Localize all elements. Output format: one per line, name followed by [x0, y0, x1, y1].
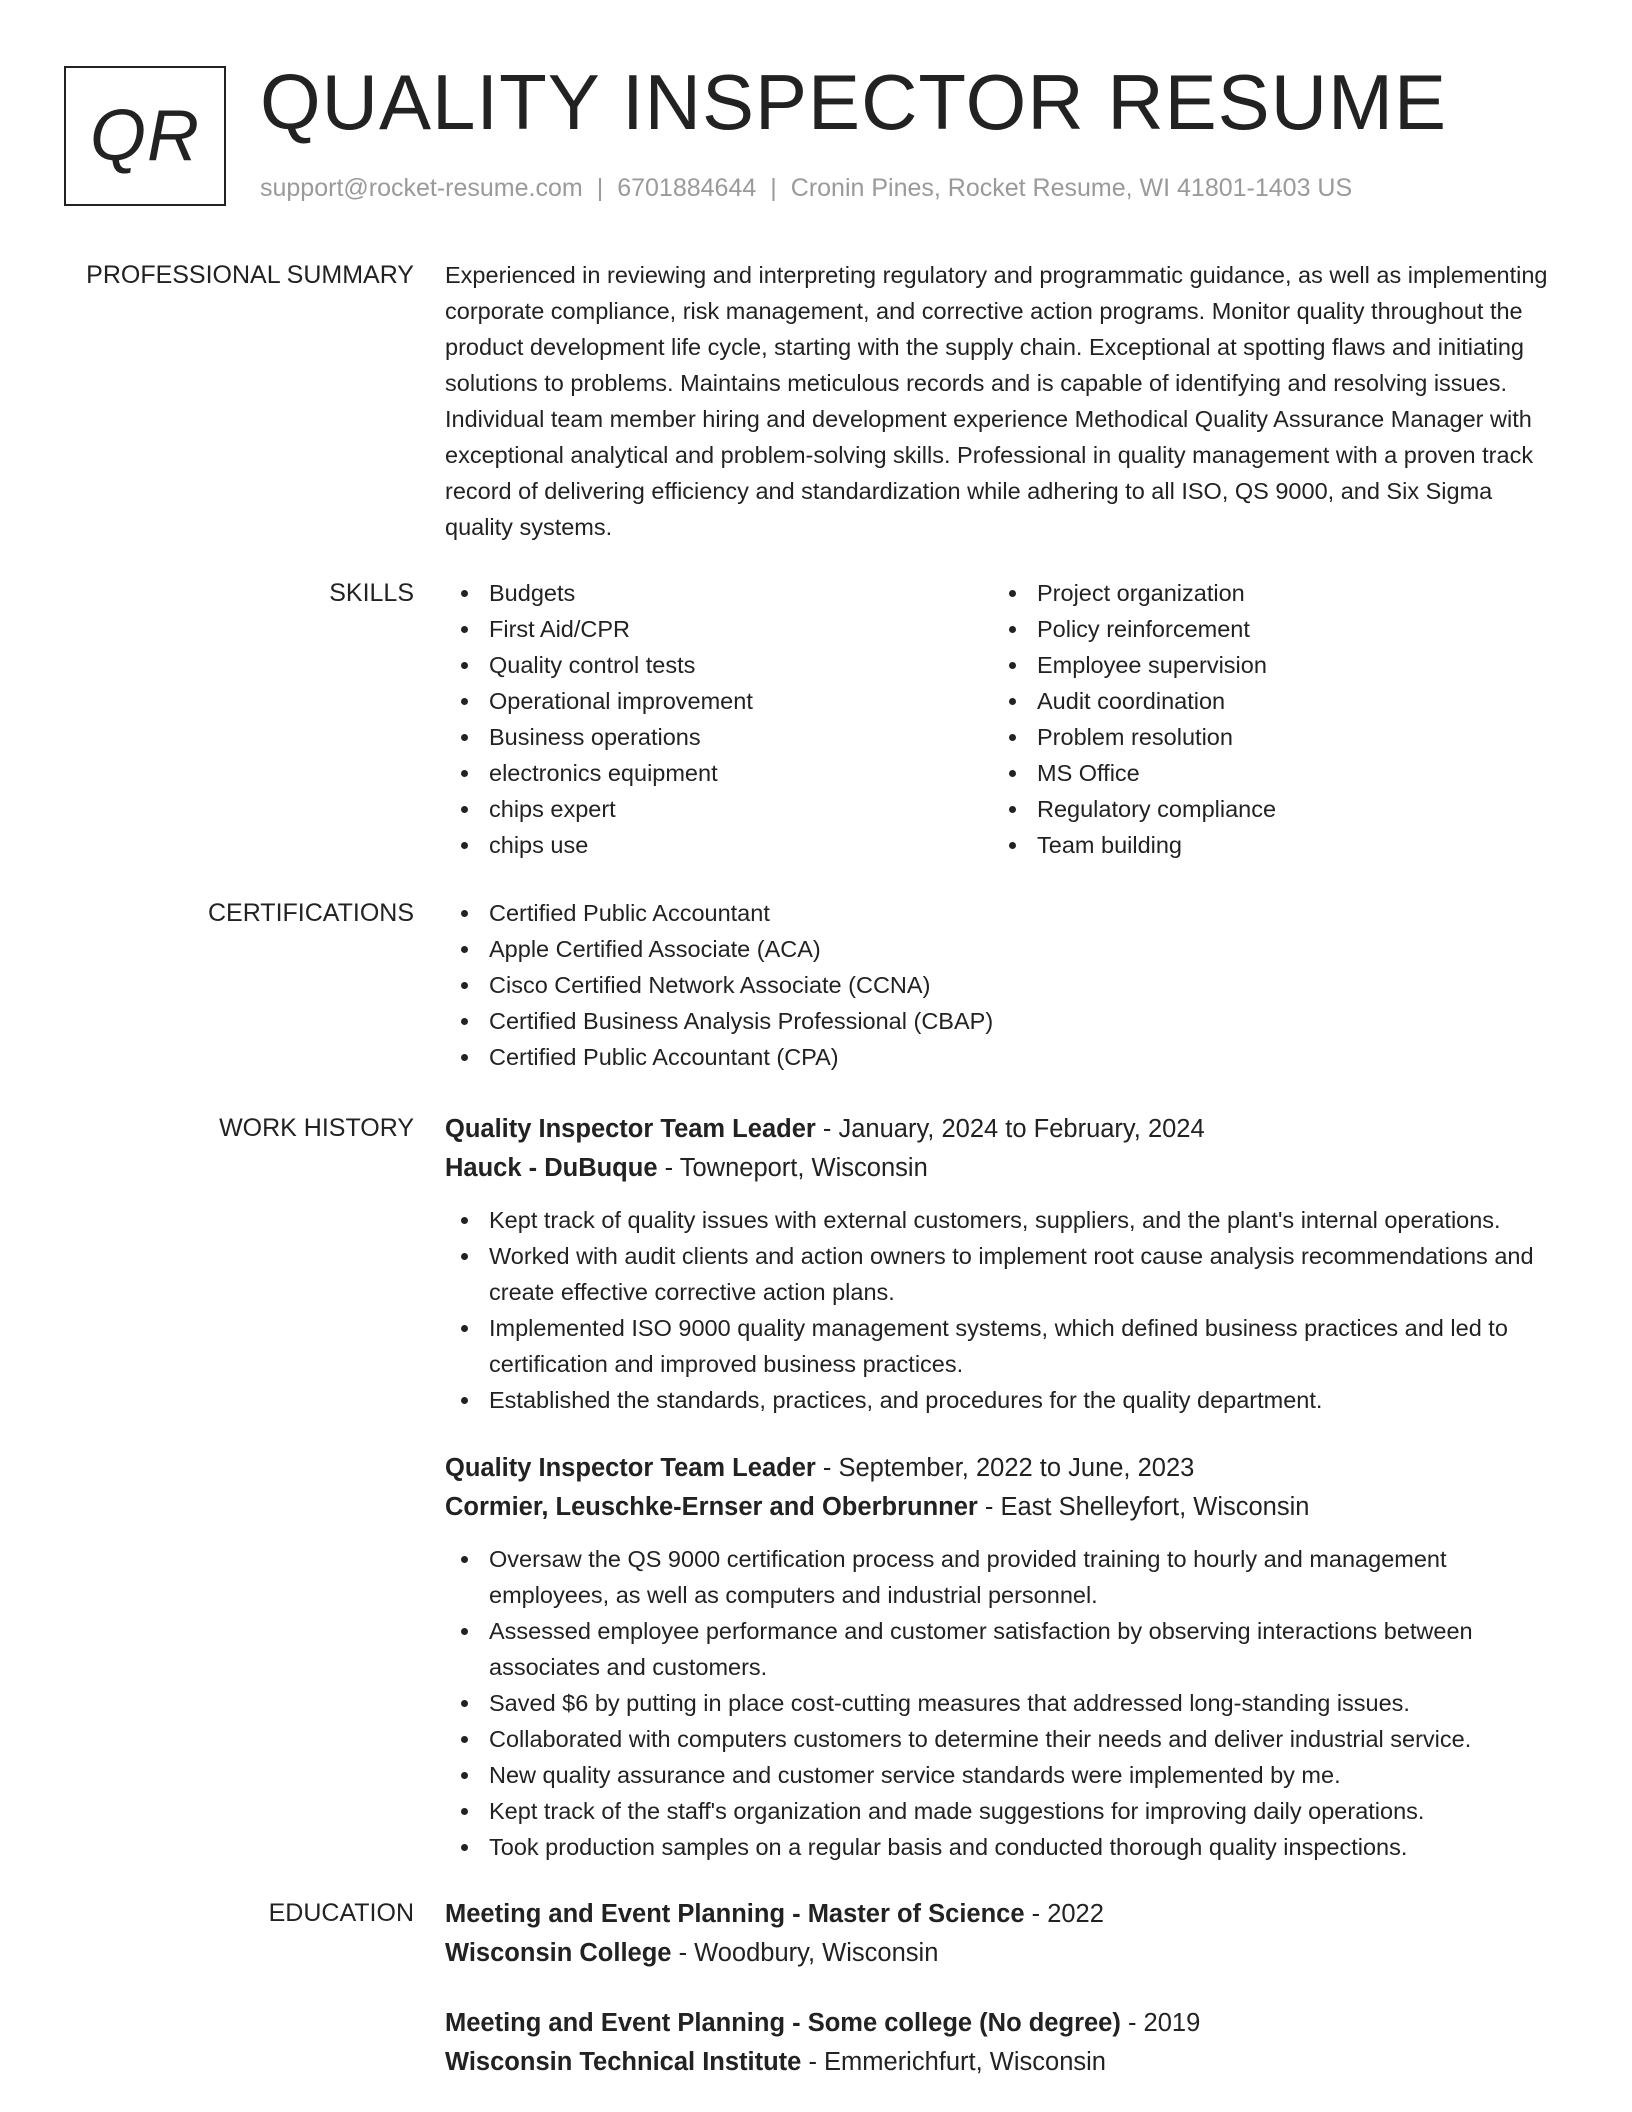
resume-title: QUALITY INSPECTOR RESUME: [260, 58, 1448, 146]
job-bullet: New quality assurance and customer service standards were implemented by me.: [445, 1757, 1565, 1793]
contact-address: Cronin Pines, Rocket Resume, WI 41801-1403 US: [790, 174, 1353, 202]
contact-separator: |: [596, 174, 604, 202]
job-title-line: [445, 1449, 1565, 1488]
education-degree: Meeting and Event Planning - Some college (No degree): [445, 2009, 1121, 2037]
job-bullet-list: [445, 1202, 1565, 1418]
certification-item: Certified Public Accountant: [445, 895, 1565, 931]
job-entry: [445, 1449, 1565, 1865]
skill-item: Budgets: [445, 575, 993, 611]
education-school-line: [445, 1934, 1565, 1973]
job-title-line: [445, 1110, 1565, 1149]
job-bullet-list: [445, 1541, 1565, 1865]
education-entry: [445, 2004, 1565, 2082]
job-company-line: [445, 1488, 1565, 1527]
monogram-logo: QR: [64, 66, 226, 206]
summary-label: PROFESSIONAL SUMMARY: [86, 261, 414, 289]
education-school: Wisconsin Technical Institute: [445, 2048, 802, 2076]
job-entry: [445, 1110, 1565, 1418]
job-bullet: Assessed employee performance and customer satisfaction by observing interactions between associates and customers.: [445, 1613, 1565, 1685]
certifications-label: CERTIFICATIONS: [207, 899, 414, 927]
skills-label: SKILLS: [329, 579, 414, 607]
skill-item: Team building: [993, 827, 1541, 863]
job-title: Quality Inspector Team Leader: [445, 1115, 816, 1143]
job-title: Quality Inspector Team Leader: [445, 1454, 816, 1482]
contact-phone[interactable]: 6701884644: [617, 174, 757, 202]
skill-item: chips use: [445, 827, 993, 863]
certification-item: Cisco Certified Network Associate (CCNA): [445, 967, 1565, 1003]
skill-item: Quality control tests: [445, 647, 993, 683]
job-bullet: Established the standards, practices, and procedures for the quality department.: [445, 1382, 1565, 1418]
skill-item: MS Office: [993, 755, 1541, 791]
job-company: Cormier, Leuschke-Ernser and Oberbrunner: [445, 1493, 978, 1521]
summary-text: Experienced in reviewing and interpreting regulatory and programmatic guidance, as well as implementing corporate compliance, risk management, and corrective action programs. Monitor quality throughout the product development life cycle, starting with the supply chain. Exceptional at spotting flaws and initiating solutions to problems. Maintains meticulous records and is capable of identifying and resolving issues. Individual team member hiring and development experience Methodical Quality Assurance Manager with exceptional analytical and problem-solving skills. Professional in quality management with a proven track record of delivering efficiency and standardization while adhering to all ISO, QS 9000, and Six Sigma quality systems.: [445, 262, 1548, 540]
skill-item: Policy reinforcement: [993, 611, 1541, 647]
education-year: - 2019: [1120, 2009, 1201, 2037]
skill-item: chips expert: [445, 791, 993, 827]
skill-item: Operational improvement: [445, 683, 993, 719]
skill-item: Problem resolution: [993, 719, 1541, 755]
job-bullet: Worked with audit clients and action owners to implement root cause analysis recommendations and create effective corrective action plans.: [445, 1238, 1565, 1310]
education-school: Wisconsin College: [445, 1939, 672, 1967]
job-company: Hauck - DuBuque: [445, 1154, 658, 1182]
skill-item: Regulatory compliance: [993, 791, 1541, 827]
certification-item: Certified Public Accountant (CPA): [445, 1039, 1565, 1075]
skills-list-right: [993, 575, 1541, 863]
job-bullet: Implemented ISO 9000 quality management systems, which defined business practices and led to certification and improved business practices.: [445, 1310, 1565, 1382]
skill-item: Business operations: [445, 719, 993, 755]
contact-line: [260, 174, 1352, 203]
skills-list-left: [445, 575, 993, 863]
education-entry: [445, 1895, 1565, 1973]
job-location: - East Shelleyfort, Wisconsin: [977, 1493, 1310, 1521]
job-location: - Towneport, Wisconsin: [657, 1154, 928, 1182]
skill-item: Employee supervision: [993, 647, 1541, 683]
skills-body: [445, 575, 1565, 863]
education-year: - 2022: [1024, 1900, 1104, 1928]
certifications-list: [445, 895, 1565, 1075]
education-degree: Meeting and Event Planning - Master of Science: [445, 1900, 1025, 1928]
work-label: WORK HISTORY: [219, 1114, 414, 1142]
skill-item: Project organization: [993, 575, 1541, 611]
skill-item: First Aid/CPR: [445, 611, 993, 647]
certification-item: Certified Business Analysis Professional (CBAP): [445, 1003, 1565, 1039]
job-dates: - September, 2022 to June, 2023: [815, 1454, 1195, 1482]
contact-separator: |: [770, 174, 777, 202]
certification-item: Apple Certified Associate (ACA): [445, 931, 1565, 967]
skill-item: electronics equipment: [445, 755, 993, 791]
summary-body: [445, 257, 1565, 545]
skill-item: Audit coordination: [993, 683, 1541, 719]
job-bullet: Oversaw the QS 9000 certification process and provided training to hourly and management employees, as well as computers and industrial personnel.: [445, 1541, 1565, 1613]
job-dates: - January, 2024 to February, 2024: [815, 1115, 1205, 1143]
job-bullet: Saved $6 by putting in place cost-cutting measures that addressed long-standing issues.: [445, 1685, 1565, 1721]
education-degree-line: [445, 1895, 1565, 1934]
job-bullet: Kept track of quality issues with external customers, suppliers, and the plant's internal operations.: [445, 1202, 1565, 1238]
education-degree-line: [445, 2004, 1565, 2043]
education-location: - Emmerichfurt, Wisconsin: [801, 2048, 1106, 2076]
education-label: EDUCATION: [268, 1899, 414, 1927]
certifications-body: [445, 895, 1565, 1075]
job-bullet: Kept track of the staff's organization and made suggestions for improving daily operations.: [445, 1793, 1565, 1829]
education-school-line: [445, 2043, 1565, 2082]
job-bullet: Collaborated with computers customers to determine their needs and deliver industrial service.: [445, 1721, 1565, 1757]
education-location: - Woodbury, Wisconsin: [671, 1939, 939, 1967]
job-bullet: Took production samples on a regular basis and conducted thorough quality inspections.: [445, 1829, 1565, 1865]
job-company-line: [445, 1149, 1565, 1188]
contact-email[interactable]: support@rocket-resume.com: [260, 174, 583, 202]
